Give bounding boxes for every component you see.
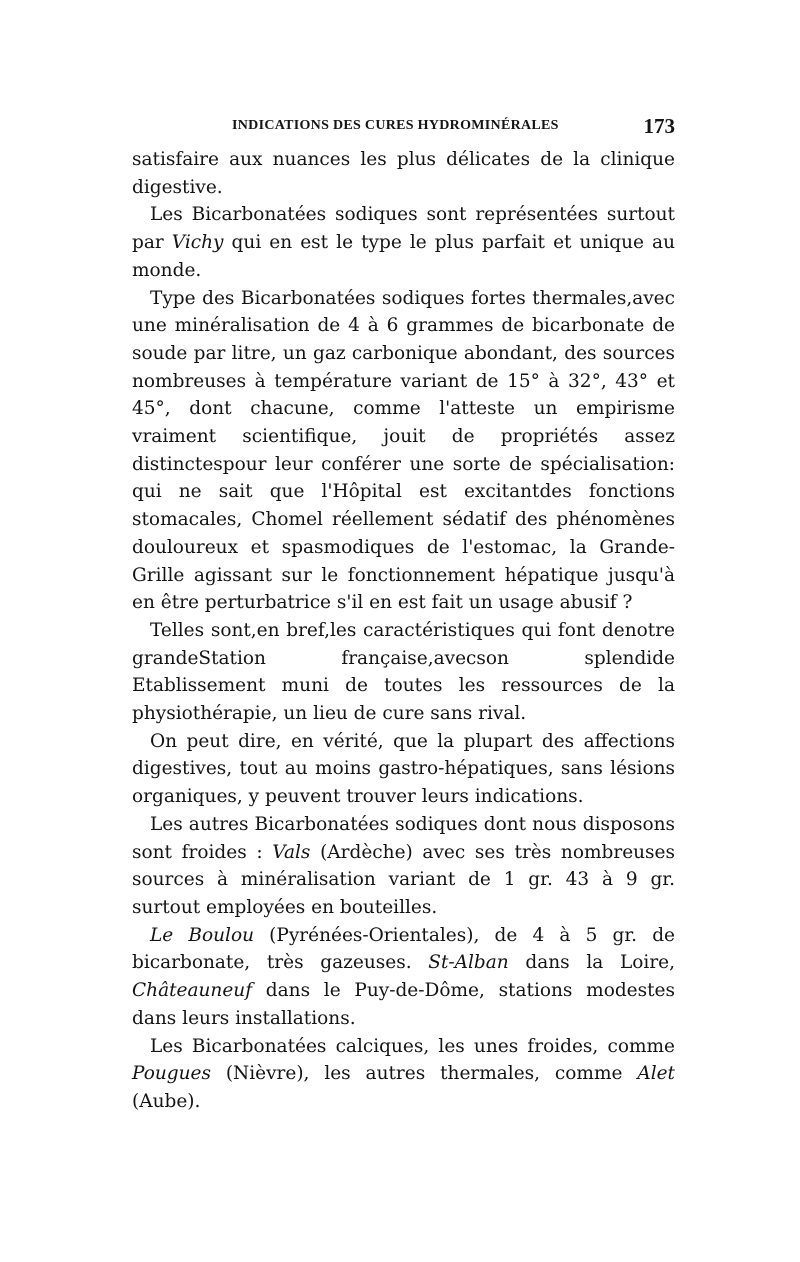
italic-place-name: Pougues: [132, 1063, 211, 1085]
text-segment: dans le Puy-de-Dôme, stations modestes dans leurs installations.: [132, 980, 675, 1029]
paragraph: [132, 1033, 675, 1116]
paragraph: [132, 146, 675, 201]
italic-place-name: Vals: [272, 841, 311, 863]
paragraph: [132, 922, 675, 1033]
paragraph: [132, 285, 675, 617]
text-segment: satisfaire aux nuances les plus délicates de la clinique digestive.: [132, 149, 675, 198]
page-header: [132, 114, 675, 140]
text-segment: Type des Bicarbonatées sodiques fortes thermales,avec une minéralisation de 4 à 6 grammes de bicarbonate de soude par litre, un gaz carbonique abondant, des sources nombreuses à température variant de 15° à 32°, 43° et 45°, dont chacune, comme l'atteste un empirisme vraiment scientifique, jouit de propriétés assez distinctespour leur conférer une sorte de spécialisation: qui ne sait que l'Hôpital est excitantdes fonctions stomacales, Chomel réellement sédatif des phénomènes douloureux et spasmodiques de l'estomac, la Grande-Grille agissant sur le fonctionnement hépatique jusqu'à en être perturbatrice s'il en est fait un usage abusif ?: [132, 287, 675, 614]
text-segment: dans la Loire,: [508, 952, 675, 974]
paragraph: [132, 728, 675, 811]
page-number: 173: [643, 114, 675, 138]
text-segment: (Nièvre), les autres thermales, comme: [210, 1063, 638, 1085]
text-segment: (Ardèche) avec ses très nombreuses sources à minéralisation variant de 1 gr. 43 à 9 gr. surtout employées en bouteilles.: [132, 841, 675, 918]
italic-place-name: Le Boulou: [150, 924, 255, 946]
italic-place-name: Alet: [637, 1063, 675, 1085]
running-title: INDICATIONS DES CURES HYDROMINÉRALES: [232, 118, 559, 133]
text-segment: (Aube).: [132, 1090, 201, 1112]
italic-place-name: Vichy: [171, 232, 224, 254]
text-segment: Les Bicarbonatées calciques, les unes froides, comme: [150, 1035, 675, 1057]
text-segment: Les autres Bicarbonatées sodiques dont nous disposons sont froides :: [132, 813, 675, 863]
body-text: [132, 146, 675, 1116]
text-segment: (Pyrénées-Orientales), de 4 à 5 gr. de bicarbonate, très gazeuses.: [132, 924, 675, 974]
paragraph: [132, 201, 675, 284]
text-segment: Les Bicarbonatées sodiques sont représentées surtout par: [132, 204, 675, 254]
paragraph: [132, 811, 675, 922]
paragraph: [132, 617, 675, 728]
text-segment: Telles sont,en bref,les caractéristiques qui font denotre grandeStation française,avecson splendide Etablissement muni de toutes les ressources de la physiothérapie, un lieu de cure sans rival.: [132, 619, 675, 725]
text-segment: qui en est le type le plus parfait et unique au monde.: [132, 232, 675, 281]
italic-place-name: St-Alban: [428, 952, 509, 974]
italic-place-name: Châteauneuf: [132, 980, 253, 1002]
text-segment: On peut dire, en vérité, que la plupart des affections digestives, tout au moins gastro-hépatiques, sans lésions organiques, y peuvent trouver leurs indications.: [132, 730, 675, 808]
